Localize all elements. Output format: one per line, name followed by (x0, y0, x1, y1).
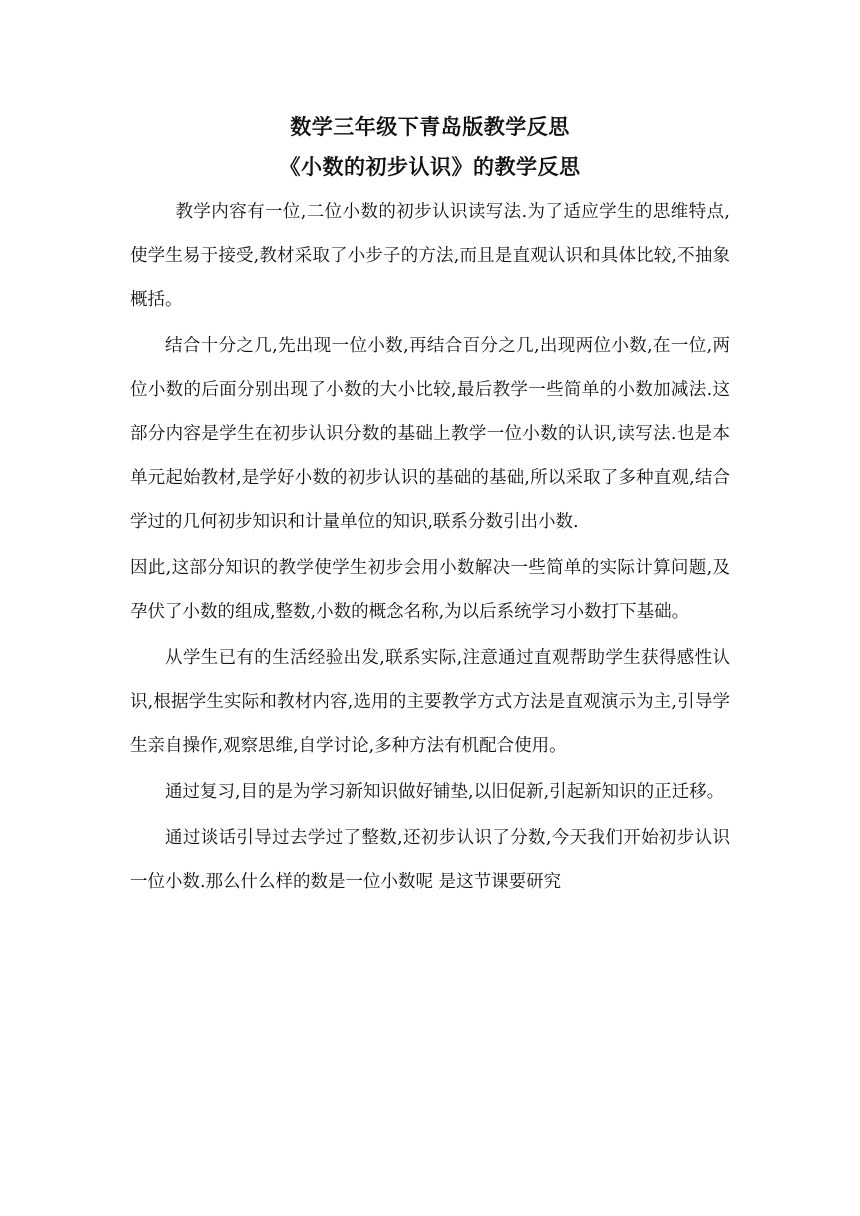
paragraph-4: 从学生已有的生活经验出发,联系实际,注意通过直观帮助学生获得感性认识,根据学生实际和教材内容,选用的主要教学方式方法是直观演示为主,引导学生亲自操作,观察思维,自学讨论,多种方法有机配合使用。 (130, 648, 730, 756)
paragraph-3: 因此,这部分知识的教学使学生初步会用小数解决一些简单的实际计算问题,及孕伏了小数的组成,整数,小数的概念名称,为以后系统学习小数打下基础。 (130, 558, 730, 622)
paragraph-2: 结合十分之几,先出现一位小数,再结合百分之几,出现两位小数,在一位,两位小数的后面分别出现了小数的大小比较,最后教学一些简单的小数加减法.这部分内容是学生在初步认识分数的基础上教学一位小数的认识,读写法.也是本单元起始教材,是学好小数的初步认识的基础的基础,所以采取了多种直观,结合学过的几何初步知识和计量单位的知识,联系分数引出小数. (130, 336, 730, 532)
paragraph-5: 通过复习,目的是为学习新知识做好铺垫,以旧促新,引起新知识的正迁移。 (165, 782, 725, 802)
document-subtitle: 《小数的初步认识》的教学反思 (279, 155, 581, 179)
document-body (130, 110, 730, 906)
paragraph-6: 通过谈话引导过去学过了整数,还初步认识了分数,今天我们开始初步认识一位小数.那么什么样的数是一位小数呢 是这节课要研究 (130, 828, 730, 892)
paragraph-1: 教学内容有一位,二位小数的初步认识读写法.为了适应学生的思维特点,使学生易于接受,教材采取了小步子的方法,而且是直观认识和具体比较,不抽象概括。 (130, 202, 730, 310)
document-title: 数学三年级下青岛版教学反思 (290, 115, 570, 139)
